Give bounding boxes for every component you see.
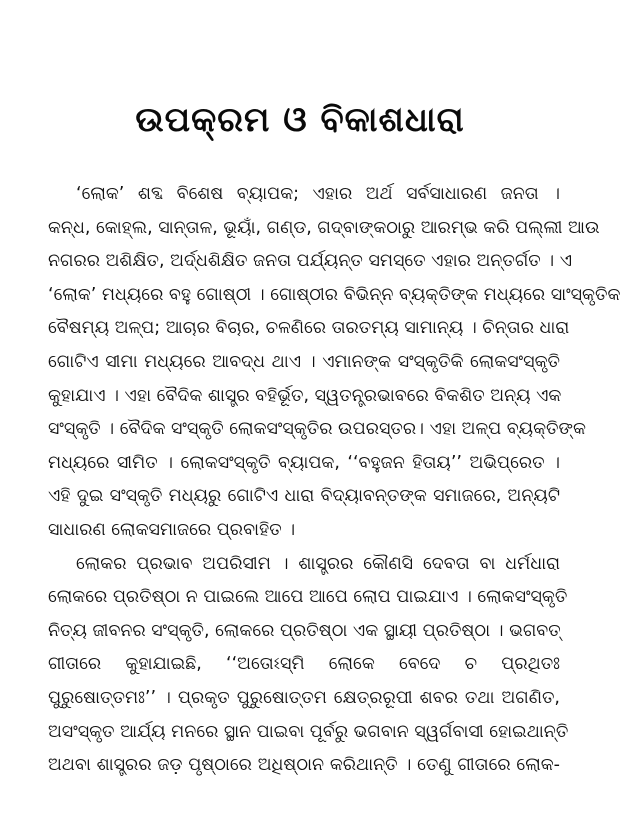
text-line: ‘ଲୋକ’ ମଧ୍ୟରେ ବହୁ ଗୋଷ୍ଠୀ । ଗୋଷ୍ଠୀର ବିଭିନ୍ନ ବ୍ୟକ୍ତିଙ୍କ ମଧ୍ୟରେ ସାଂସ୍କୃତିକ	[48, 284, 620, 305]
body-text	[48, 178, 620, 783]
text-line: ସାଧାରଣ ଲୋକସମାଜରେ ପ୍ରବାହିତ ।	[48, 519, 296, 540]
text-line: ବୈଷମ୍ୟ ଅଳ୍ପ; ଆଚାର ବିଚାର, ଚଳଣିରେ ତାରତମ୍ୟ ସାମାନ୍ୟ । ଚିନ୍ତାର ଧାରା	[48, 318, 570, 339]
text-line: କୁହାଯାଏ । ଏହା ବୈଦିକ ଶାସ୍ତ୍ର ବହିର୍ଭୂତ, ସ୍ୱତନ୍ତ୍ରଭାବରେ ବିକଶିତ ଅନ୍ୟ ଏକ	[48, 385, 562, 406]
text-line: ମଧ୍ୟରେ ସୀମିତ । ଲୋକସଂସ୍କୃତି ବ୍ୟାପକ, ‘‘ବହୁଜନ ହିତାୟ’’ ଅଭିପ୍ରେତ ।	[48, 452, 560, 473]
text-line: ସଂସ୍କୃତି । ବୈଦିକ ସଂସ୍କୃତି ଲୋକସଂସ୍କୃତିର ଉପରସ୍ତର। ଏହା ଅଳ୍ପ ବ୍ୟକ୍ତିଙ୍କ	[48, 419, 586, 440]
text-line: ଲୋକରେ ପ୍ରତିଷ୍ଠା ନ ପାଇଲେ ଆପେ ଆପେ ଲୋପ ପାଇଯାଏ । ଲୋକସଂସ୍କୃତି	[48, 587, 568, 608]
text-line: ନଗରର ଅଶିକ୍ଷିତ, ଅର୍ଦ୍ଧଶିକ୍ଷିତ ଜନତା ପର୍ଯ୍ୟନ୍ତ ସମସ୍ତେ ଏହାର ଅନ୍ତର୍ଗତ । ଏ	[48, 251, 573, 272]
text-line: ଗୋଟିଏ ସୀମା ମଧ୍ୟରେ ଆବଦ୍ଧ ଥାଏ । ଏମାନଙ୍କ ସଂସ୍କୃତିକି ଲୋକସଂସ୍କୃତି	[48, 351, 560, 372]
text-line: ଲୋକର ପ୍ରଭାବ ଅପରିସୀମ । ଶାସ୍ତ୍ରର କୌଣସି ଦେବତା ବା ଧର୍ମଧାରା	[76, 553, 560, 574]
text-line: ଅସଂସ୍କୃତ ଆର୍ଯ୍ୟ ମନରେ ସ୍ଥାନ ପାଇବା ପୂର୍ବରୁ ଭଗବାନ ସ୍ୱର୍ଗବାସୀ ହୋଇଥାନ୍ତି	[48, 721, 569, 742]
text-line: କନ୍ଧ, କୋହ୍ଲ, ସାନ୍ତାଳ, ଭୂୟାଁ, ଗଣ୍ଡ, ଗଦ୍‌ବାଙ୍କଠାରୁ ଆରମ୍ଭ କରି ପଲ୍ଲୀ ଆଉ	[48, 217, 600, 238]
text-line: ଏହି ଦୁଇ ସଂସ୍କୃତି ମଧ୍ୟରୁ ଗୋଟିଏ ଧାରା ବିଦ୍ୟାବନ୍ତଙ୍କ ସମାଜରେ, ଅନ୍ୟଟି	[48, 486, 560, 507]
text-line: ‘ଲୋକ’ ଶବ୍ଦ ବିଶେଷ ବ୍ୟାପକ; ଏହାର ଅର୍ଥ ସର୍ବସାଧାରଣ ଜନତା ।	[76, 184, 560, 204]
chapter-title: ଉପକ୍ରମ ଓ ବିକାଶଧାରା	[135, 100, 465, 140]
text-line: ଗୀତାରେ କୁହାଯାଇଛି, ‘‘ଅତୋଽସ୍ମି ଲୋକେ ବେଦେ ଚ ପ୍ରଥିତଃ	[48, 654, 560, 675]
text-line: ପୁରୁଷୋତ୍ତମଃ’’ । ପ୍ରକୃତ ପୁରୁଷୋତ୍ତମ କ୍ଷେତ୍ରରୂପୀ ଶବର ତଥା ଅଗଣିତ,	[48, 687, 560, 708]
text-line: ନିତ୍ୟ ଜୀବନର ସଂସ୍କୃତି, ଲୋକରେ ପ୍ରତିଷ୍ଠା ଏକ ସ୍ଥାୟୀ ପ୍ରତିଷ୍ଠା । ଭଗବତ୍	[48, 620, 561, 641]
text-line: ଅଥବା ଶାସ୍ତ୍ରର ଜଡ଼ ପୃଷ୍ଠାରେ ଅଧିଷ୍ଠାନ କରିଥାନ୍ତି । ତେଣୁ ଗୀତାରେ ଲୋକ-	[48, 755, 560, 776]
